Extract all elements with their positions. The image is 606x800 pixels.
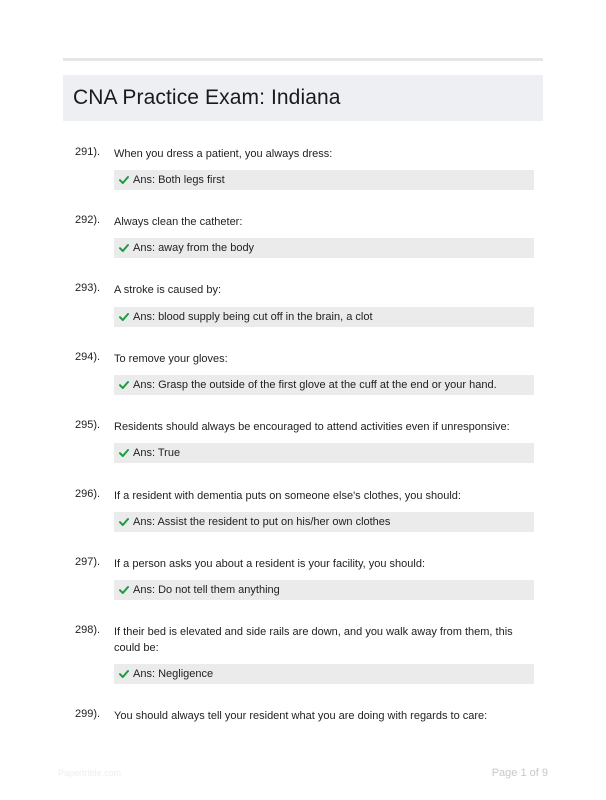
- question-number: 297).: [75, 556, 101, 568]
- answer-box: [114, 238, 534, 258]
- title-bar: [63, 75, 543, 121]
- answer-text: Ans: blood supply being cut off in the brain, a clot: [133, 311, 373, 323]
- answer-text: Ans: Grasp the outside of the first glove at the cuff at the end or your hand.: [133, 379, 497, 391]
- page-title: CNA Practice Exam: Indiana: [73, 86, 341, 109]
- answer-text: Ans: Assist the resident to put on his/her own clothes: [133, 516, 391, 528]
- question-text: A stroke is caused by:: [114, 284, 221, 296]
- answer-box: [114, 307, 534, 327]
- checkmark-icon: [119, 517, 129, 527]
- answer-box: [114, 170, 534, 190]
- checkmark-icon: [119, 312, 129, 322]
- question-number: 291).: [75, 146, 101, 158]
- checkmark-icon: [119, 380, 129, 390]
- question-number: 293).: [75, 282, 101, 294]
- question-number: 292).: [75, 214, 101, 226]
- answer-text: Ans: Do not tell them anything: [133, 584, 280, 596]
- answer-box: [114, 664, 534, 684]
- answer-box: [114, 375, 534, 395]
- answer-text: Ans: Both legs first: [133, 174, 225, 186]
- answer-box: [114, 580, 534, 600]
- question-text: To remove your gloves:: [114, 353, 228, 365]
- checkmark-icon: [119, 585, 129, 595]
- answer-box: [114, 512, 534, 532]
- answer-text: Ans: away from the body: [133, 242, 255, 254]
- question-number: 298).: [75, 624, 101, 636]
- checkmark-icon: [119, 175, 129, 185]
- page-indicator: Page 1 of 9: [491, 767, 548, 779]
- answer-box: [114, 443, 534, 463]
- question-number: 295).: [75, 419, 101, 431]
- top-divider: [63, 58, 543, 61]
- question-number: 299).: [75, 708, 101, 720]
- question-text: You should always tell your resident what you are doing with regards to care:: [114, 710, 488, 722]
- answer-text: Ans: Negligence: [133, 668, 214, 680]
- question-text: If a resident with dementia puts on someone else's clothes, you should:: [114, 490, 461, 502]
- checkmark-icon: [119, 669, 129, 679]
- question-number: 294).: [75, 351, 101, 363]
- checkmark-icon: [119, 243, 129, 253]
- answer-text: Ans: True: [133, 447, 181, 459]
- question-text: When you dress a patient, you always dress:: [114, 148, 333, 160]
- question-text: If their bed is elevated and side rails are down, and you walk away from them, this could be:: [114, 626, 513, 654]
- question-text: If a person asks you about a resident is your facility, you should:: [114, 558, 426, 570]
- checkmark-icon: [119, 448, 129, 458]
- question-number: 296).: [75, 488, 101, 500]
- footer-watermark: Papertrible.com: [58, 768, 122, 778]
- question-text: Always clean the catheter:: [114, 216, 243, 228]
- question-text: Residents should always be encouraged to attend activities even if unresponsive:: [114, 421, 510, 433]
